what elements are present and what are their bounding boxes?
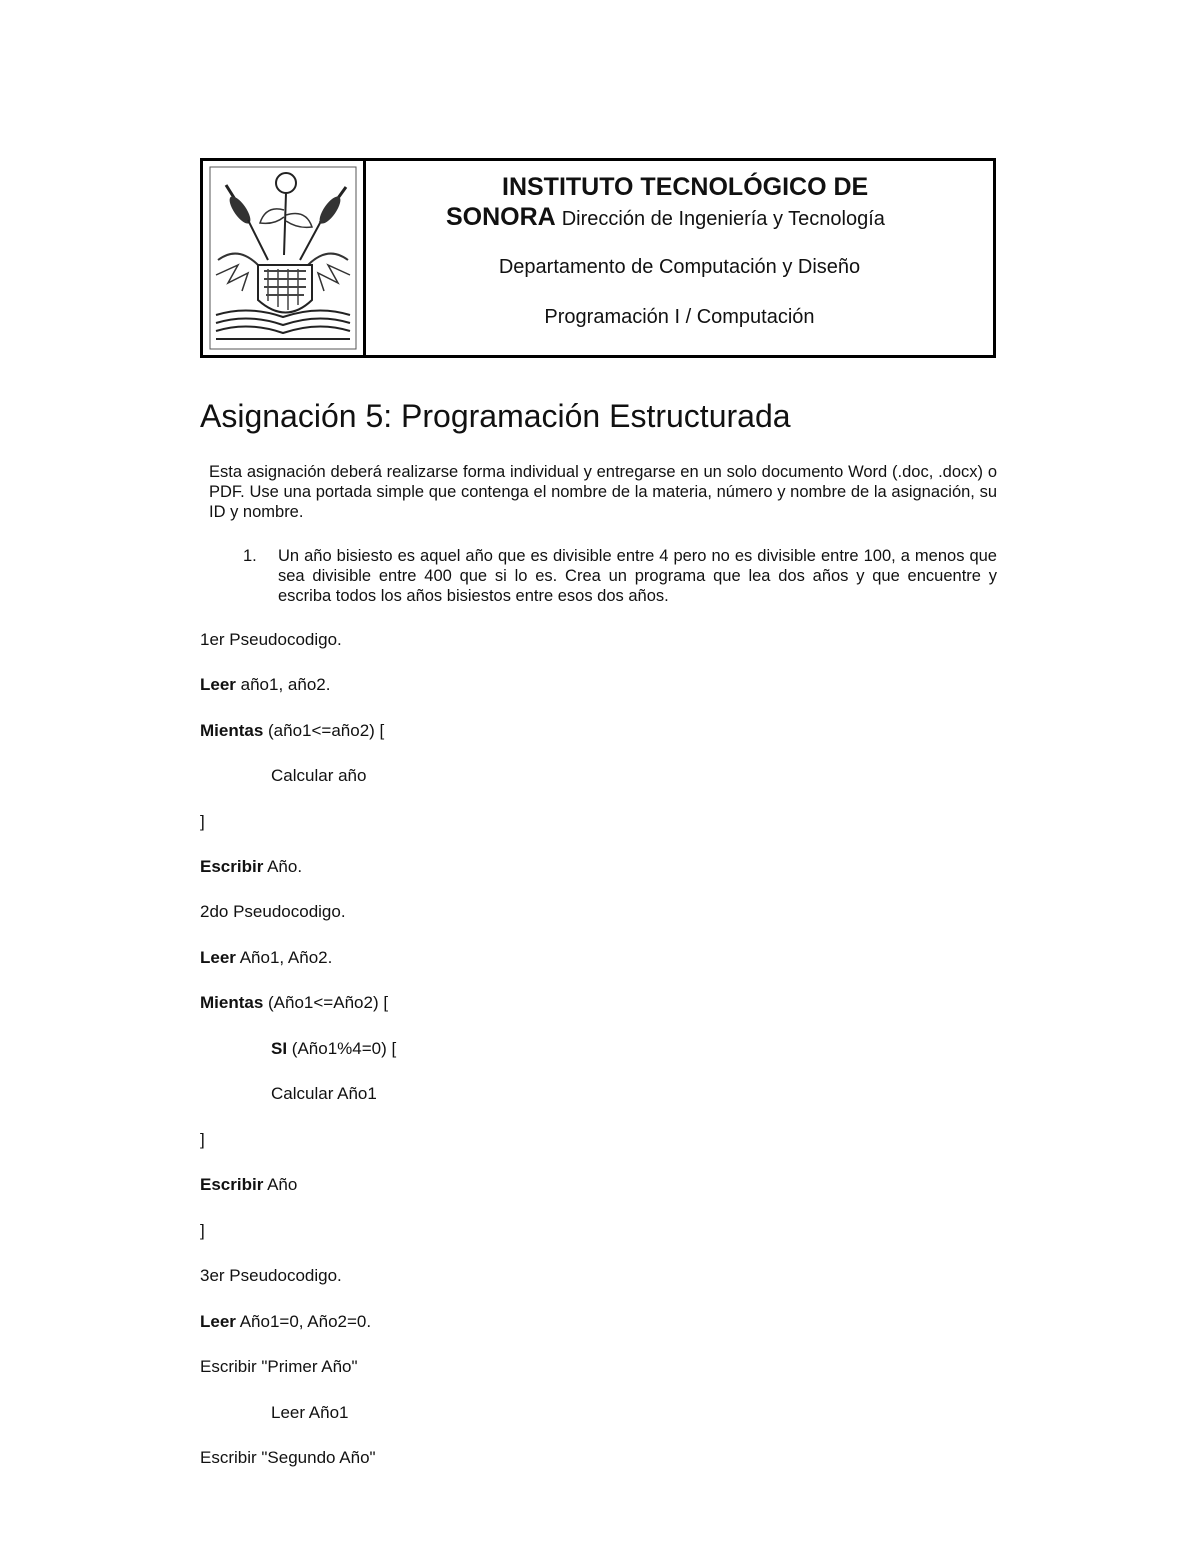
line-text: (Año1<=Año2) [ xyxy=(263,993,389,1012)
pseudocode-line xyxy=(200,1130,205,1150)
list-item-text: Un año bisiesto es aquel año que es divisible entre 4 pero no es divisible entre 100, a menos que sea divisible entre 400 que si lo es. Crea un programa que lea dos años y que encuentre y escriba todos los años bisiestos entre esos dos años. xyxy=(278,547,997,605)
institute-name-line1: INSTITUTO TECNOLÓGICO DE xyxy=(502,173,869,201)
institute-name-line2 xyxy=(446,203,885,232)
pseudocode-line xyxy=(200,812,205,832)
keyword: Mientas xyxy=(200,721,264,740)
keyword: Leer xyxy=(200,675,236,694)
pseudocode-line xyxy=(200,1357,358,1377)
pseudocode-line xyxy=(271,1039,396,1059)
line-text: Año. xyxy=(263,857,303,876)
pseudocode-line xyxy=(271,766,366,786)
course-name: Programación I / Computación xyxy=(544,306,815,328)
line-text: Año1, Año2. xyxy=(235,948,333,967)
line-text: Año1=0, Año2=0. xyxy=(235,1312,372,1331)
pseudocode-line xyxy=(200,721,384,741)
line-text: Escribir "Segundo Año" xyxy=(200,1448,376,1467)
keyword: SI xyxy=(271,1039,288,1058)
pseudocode-line xyxy=(271,1084,377,1104)
keyword: Leer xyxy=(200,1312,236,1331)
line-text: ] xyxy=(200,1221,205,1240)
line-text: 3er Pseudocodigo. xyxy=(200,1266,342,1285)
keyword: Leer xyxy=(200,948,236,967)
pseudocode-line xyxy=(200,1221,205,1241)
line-text: Calcular Año1 xyxy=(271,1084,377,1103)
logo-cell xyxy=(203,161,366,355)
pseudocode-line xyxy=(200,630,342,650)
pseudocode-line xyxy=(200,675,330,695)
line-text: Año xyxy=(263,1175,298,1194)
pseudocode-line xyxy=(200,1448,376,1468)
pseudocode-line xyxy=(200,902,346,922)
line-text: ] xyxy=(200,1130,205,1149)
keyword: Escribir xyxy=(200,1175,264,1194)
pseudocode-line xyxy=(271,1403,349,1423)
line-text: 2do Pseudocodigo. xyxy=(200,902,346,921)
assignment-title: Asignación 5: Programación Estructurada xyxy=(200,398,791,434)
line-text: Leer Año1 xyxy=(271,1403,349,1422)
intro-paragraph: Esta asignación deberá realizarse forma individual y entregarse en un solo documento Word (.doc, .docx) o PDF. Use una portada simple que contenga el nombre de la materia, número y nombre de la asignación, su ID y nombre. xyxy=(209,463,997,521)
department-name: Departamento de Computación y Diseño xyxy=(498,256,861,278)
pseudocode-line xyxy=(200,1266,342,1286)
pseudocode-line xyxy=(200,857,302,877)
institute-name-sonora: SONORA xyxy=(446,203,556,231)
line-text: 1er Pseudocodigo. xyxy=(200,630,342,649)
line-text: Escribir "Primer Año" xyxy=(200,1357,358,1376)
pseudocode-line xyxy=(200,993,388,1013)
line-text: Calcular año xyxy=(271,766,367,785)
keyword: Escribir xyxy=(200,857,264,876)
pseudocode-line xyxy=(200,948,332,968)
list-item-number: 1. xyxy=(243,547,257,565)
institute-crest-icon xyxy=(208,165,358,351)
keyword: Mientas xyxy=(200,993,264,1012)
pseudocode-line xyxy=(200,1175,297,1195)
line-text: ] xyxy=(200,812,205,831)
header-info xyxy=(366,161,993,355)
direction-name: Dirección de Ingeniería y Tecnología xyxy=(561,208,885,230)
line-text: año1, año2. xyxy=(235,675,331,694)
header-box xyxy=(200,158,996,358)
line-text: (año1<=año2) [ xyxy=(263,721,385,740)
line-text: (Año1%4=0) [ xyxy=(287,1039,397,1058)
pseudocode-line xyxy=(200,1312,371,1332)
